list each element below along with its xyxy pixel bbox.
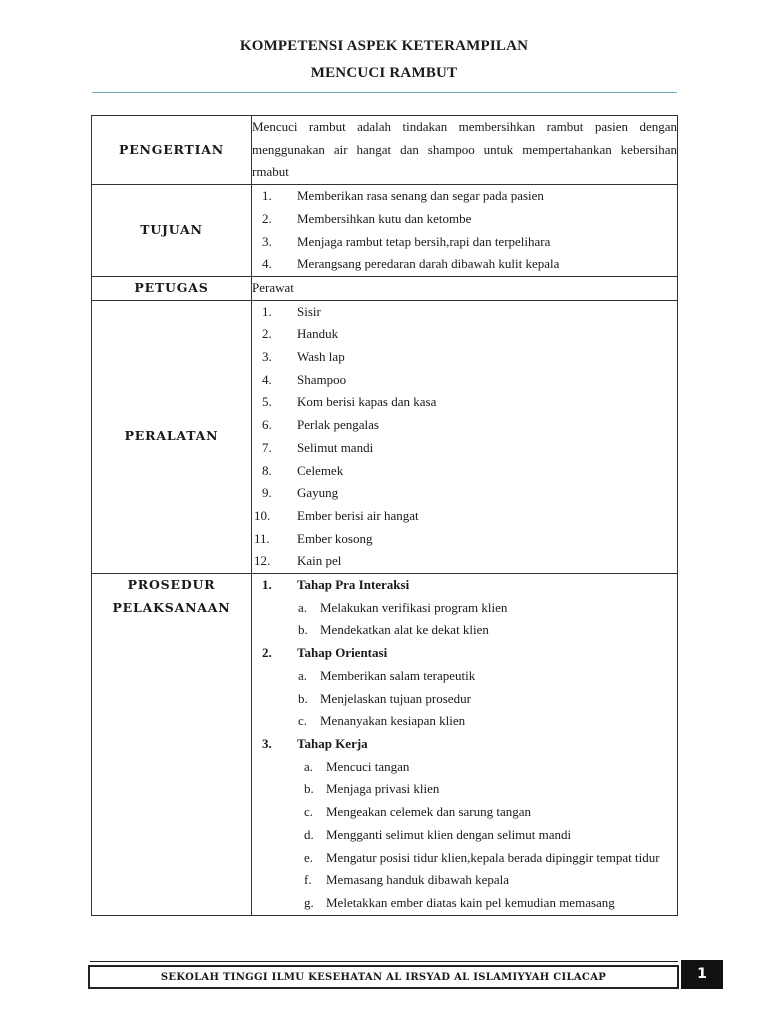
document-subtitle: MENCUCI RAMBUT: [310, 65, 458, 81]
row-peralatan: [92, 300, 678, 573]
peralatan-list: [252, 301, 677, 573]
row-tujuan: [92, 185, 678, 277]
row-pengertian: [92, 116, 678, 185]
label-tujuan: TUJUAN: [92, 185, 252, 277]
list-item: e. Mengatur posisi tidur klien,kepala berada dipinggir tempat tidur: [304, 849, 660, 865]
list-item: 6. Perlak pengalas: [262, 417, 379, 433]
label-pengertian: PENGERTIAN: [92, 116, 252, 185]
list-item: a. Melakukan verifikasi program klien: [298, 599, 508, 615]
label-peralatan: PERALATAN: [92, 300, 252, 573]
list-item: c. Mengeakan celemek dan sarung tangan: [304, 804, 532, 820]
list-item: 11. Ember kosong: [254, 530, 373, 546]
document-title: KOMPETENSI ASPEK KETERAMPILAN: [239, 38, 529, 54]
list-item: c. Menanyakan kesiapan klien: [298, 713, 466, 729]
list-item: a. Memberikan salam terapeutik: [298, 667, 476, 683]
kerja-steps: [252, 756, 677, 915]
list-item: 2. Membersihkan kutu dan ketombe: [262, 210, 472, 226]
label-petugas: PETUGAS: [92, 276, 252, 300]
label-prosedur: PROSEDUR: [127, 577, 216, 593]
label-pelaksanaan: PELAKSANAAN: [112, 599, 231, 615]
list-item: 4. Shampoo: [262, 371, 347, 387]
list-item: 9. Gayung: [262, 485, 339, 501]
list-item: 1. Sisir: [262, 303, 321, 319]
list-item: 3. Wash lap: [262, 349, 345, 365]
pengertian-text: Mencuci rambut adalah tindakan membersihkan rambut pasien dengan menggunakan air hangat dan shampoo untuk mempertahankan kebersihan rmabut: [252, 116, 678, 185]
list-item: g. Meletakkan ember diatas kain pel kemudian memasang: [304, 894, 615, 910]
row-prosedur: [92, 574, 678, 916]
stage-kerja: 3. Tahap Kerja: [262, 735, 368, 751]
list-item: 5. Kom berisi kapas dan kasa: [262, 394, 437, 410]
list-item: b. Menjelaskan tujuan prosedur: [298, 690, 471, 706]
orientasi-steps: [252, 665, 677, 733]
list-item: 2. Handuk: [262, 326, 339, 342]
stage-orientasi: 2. Tahap Orientasi: [262, 645, 388, 661]
list-item: 1. Memberikan rasa senang dan segar pada pasien: [262, 188, 544, 204]
list-item: 3. Menjaga rambut tetap bersih,rapi dan terpelihara: [262, 233, 551, 249]
footer-rule: [90, 961, 678, 962]
petugas-value: Perawat: [252, 276, 678, 300]
list-item: d. Mengganti selimut klien dengan selimut mandi: [304, 826, 572, 842]
list-item: 4. Merangsang peredaran darah dibawah kulit kepala: [262, 256, 560, 272]
row-petugas: [92, 276, 678, 300]
tujuan-list: [252, 185, 677, 276]
list-item: a. Mencuci tangan: [304, 758, 410, 774]
list-item: b. Mendekatkan alat ke dekat klien: [298, 622, 489, 638]
list-item: 10. Ember berisi air hangat: [254, 507, 419, 523]
list-item: 12. Kain pel: [254, 553, 342, 569]
stage-pra-interaksi: 1. Tahap Pra Interaksi: [262, 577, 410, 593]
prosedur-list: [252, 574, 677, 597]
list-item: 8. Celemek: [262, 462, 344, 478]
pra-interaksi-steps: [252, 597, 677, 642]
list-item: 7. Selimut mandi: [262, 439, 374, 455]
list-item: f. Memasang handuk dibawah kepala: [304, 872, 510, 888]
title-divider: [92, 92, 677, 93]
list-item: b. Menjaga privasi klien: [304, 781, 440, 797]
page-number: 1: [681, 960, 723, 989]
footer-institution: SEKOLAH TINGGI ILMU KESEHATAN AL IRSYAD AL ISLAMIYYAH CILACAP: [88, 965, 679, 989]
competency-table: [91, 115, 678, 916]
